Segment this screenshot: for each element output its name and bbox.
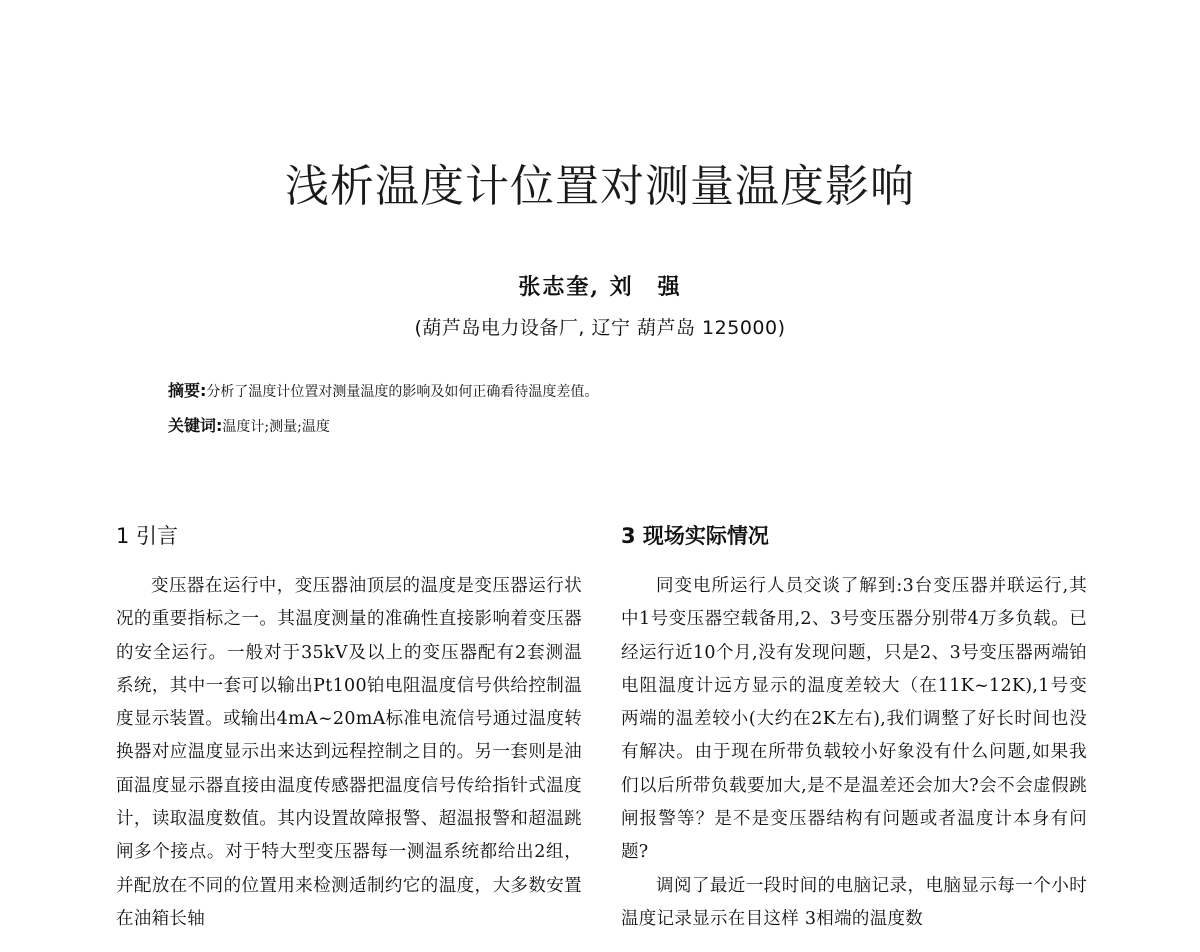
introduction-paragraph: 变压器在运行中，变压器油顶层的温度是变压器运行状况的重要指标之一。其温度测量的准确性直接影响着变压器的安全运行。一般对于35kV及以上的变压器配有2套测温系统，其中一套可以输出Pt100铂电阻温度信号供给控制温度显示装置。或输出4mA~20mA标准电流信号通过温度转换器对应温度显示出来达到远程控制之目的。另一套则是油面温度显示器直接由温度传感器把温度信号传给指针式温度计，读取温度数值。其内设置故障报警、超温报警和超温跳闸多个接点。对于特大型变压器每一测温系统都给出2组，并配放在不同的位置用来检测适制约它的温度，大多数安置在油箱长轴 [116, 576, 582, 929]
right-column [621, 520, 1087, 936]
paper-affiliation: (葫芦岛电力设备厂, 辽宁 葫芦岛 125000) [414, 317, 786, 339]
field-situation-paragraph-2: 调阅了最近一段时间的电脑记录，电脑显示每一个小时温度记录显示在目这样 3相端的温度数 [621, 875, 1087, 929]
keywords-label: 关键词: [168, 416, 223, 435]
keywords [168, 416, 1068, 437]
field-situation-paragraph-1: 同变电所运行人员交谈了解到:3台变压器并联运行,其中1号变压器空载备用,2、3号变压器分别带4万多负载。已经运行近10个月,没有发现问题，只是2、3号变压器两端铂电阻温度计远方显示的温度差较大（在11K~12K),1号变两端的温差较小(大约在2K左右),我们调整了好长时间也没有解决。由于现在所带负载较小好象没有什么问题,如果我们以后所带负载要加大,是不是温差还会加大?会不会虚假跳闸报警等？是不是变压器结构有问题或者温度计本身有问题? [621, 576, 1087, 863]
abstract-text: 分析了温度计位置对测量温度的影响及如何正确看待温度差值。 [206, 384, 599, 400]
abstract-label: 摘要: [168, 381, 207, 400]
left-column [116, 520, 582, 936]
keywords-text: 温度计;测量;温度 [222, 419, 330, 435]
paper-title: 浅析温度计位置对测量温度影响 [285, 161, 915, 212]
section-heading-introduction: 1 引言 [116, 524, 179, 548]
section-heading-field-situation: 3 现场实际情况 [621, 524, 769, 548]
paper-authors: 张志奎, 刘 强 [518, 274, 682, 300]
abstract [168, 381, 1068, 402]
